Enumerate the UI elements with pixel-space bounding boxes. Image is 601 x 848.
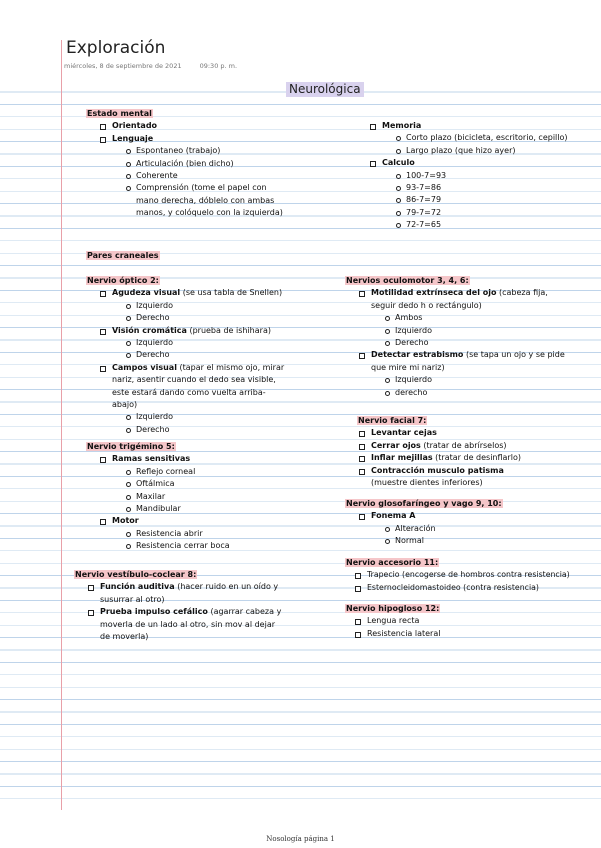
nervio-glosofaringeo-section xyxy=(345,498,575,548)
ramas-label: Ramas sensitivas xyxy=(112,454,191,464)
nervio-accesorio-list xyxy=(353,569,597,594)
nervio-vestibulo-title: Nervio vestíbulo-coclear 8: xyxy=(75,570,197,579)
ramas-item xyxy=(98,453,286,515)
lenguaje-item xyxy=(98,133,286,220)
list-item: Izquierdo xyxy=(124,411,286,423)
list-item: 79-7=72 xyxy=(394,207,593,219)
nervio-facial-title: Nervio facial 7: xyxy=(358,416,427,425)
list-item: Izquierdo xyxy=(124,300,286,312)
cejas-item: Levantar cejas xyxy=(357,427,577,439)
nervio-facial-list xyxy=(357,427,577,489)
motor-list xyxy=(124,528,286,553)
nervio-vestibulo-list xyxy=(86,581,284,643)
campos-list xyxy=(124,411,286,436)
nervio-oculomotor-title: Nervios oculomotor 3, 4, 6: xyxy=(346,276,469,285)
pares-craneales-heading xyxy=(86,250,160,262)
list-item: Largo plazo (que hizo ayer) xyxy=(394,145,593,157)
nervio-hipogloso-section xyxy=(345,603,575,640)
memoria-calculo-list xyxy=(368,120,593,232)
nervio-hipogloso-list xyxy=(353,615,575,640)
platisma-text: (muestre dientes inferiores) xyxy=(371,478,483,488)
agudeza-item xyxy=(98,287,286,324)
list-item: Ambos xyxy=(383,312,570,324)
nervio-trigemino-list xyxy=(98,453,286,552)
nervio-oculomotor-section xyxy=(345,275,570,399)
list-item: Derecho xyxy=(383,337,570,349)
ojos-label: Cerrar ojos xyxy=(371,440,421,450)
list-item: Resistencia abrir xyxy=(124,528,286,540)
list-item: Resistencia lateral xyxy=(353,628,575,640)
list-item: Normal xyxy=(383,535,575,547)
list-item: Derecho xyxy=(124,312,286,324)
list-item: Resistencia cerrar boca xyxy=(124,540,286,552)
fonema-list xyxy=(383,523,575,548)
list-item: 93-7=86 xyxy=(394,182,593,194)
nervio-trigemino-section xyxy=(86,441,286,553)
vision-label: Visión cromática xyxy=(112,325,187,335)
calculo-item xyxy=(368,157,593,231)
vision-text: (prueba de ishihara) xyxy=(186,325,271,335)
page-date: miércoles, 8 de septiembre de 2021 xyxy=(64,62,182,70)
memoria-list xyxy=(394,132,593,157)
vision-list xyxy=(124,337,286,362)
nervio-optico-list xyxy=(98,287,286,436)
orientado-item: Orientado xyxy=(98,120,286,132)
estrabismo-text: (se tapa un ojo y se pide que mire mi nariz) xyxy=(371,350,565,372)
estrabismo-item xyxy=(357,349,570,399)
nervio-oculomotor-list xyxy=(357,287,570,399)
calculo-list xyxy=(394,170,593,232)
nervio-facial-section xyxy=(357,415,577,489)
motor-label: Motor xyxy=(112,516,139,526)
nervio-accesorio-section xyxy=(345,557,597,594)
page-footer: Nosología página 1 xyxy=(266,835,335,843)
estado-mental-section xyxy=(86,108,286,220)
motilidad-item xyxy=(357,287,570,349)
nervio-accesorio-title: Nervio accesorio 11: xyxy=(346,558,439,567)
memoria-item xyxy=(368,120,593,157)
funcion-item xyxy=(86,581,284,606)
list-item: Espontaneo (trabajo) xyxy=(124,145,284,157)
list-item: 72-7=65 xyxy=(394,219,593,231)
list-item: Derecho xyxy=(124,349,286,361)
list-item: derecho xyxy=(383,387,570,399)
ojos-item xyxy=(357,440,577,452)
page-time: 09:30 p. m. xyxy=(199,62,238,70)
ojos-text: (tratar de abrírselos) xyxy=(420,440,507,450)
estrabismo-list xyxy=(383,374,570,399)
campos-label: Campos visual xyxy=(112,362,177,372)
prueba-label: Prueba impulso cefálico xyxy=(100,607,208,617)
list-item: Corto plazo (bicicleta, escritorio, cepillo) xyxy=(394,132,593,144)
list-item: Alteración xyxy=(383,523,575,535)
agudeza-label: Agudeza visual xyxy=(112,288,181,298)
nervio-trigemino-title: Nervio trigémino 5: xyxy=(87,442,175,451)
ramas-list xyxy=(124,466,286,516)
list-item: 100-7=93 xyxy=(394,170,593,182)
estrabismo-label: Detectar estrabismo xyxy=(371,350,464,360)
list-item: Articulación (bien dicho) xyxy=(124,158,284,170)
motor-item xyxy=(98,515,286,552)
estado-mental-list xyxy=(98,120,286,219)
list-item: Izquierdo xyxy=(124,337,286,349)
page-title: Exploración xyxy=(66,38,166,58)
vision-item xyxy=(98,325,286,362)
list-item: Izquierdo xyxy=(383,325,570,337)
calculo-label: Calculo xyxy=(382,158,415,168)
mejillas-label: Inflar mejillas xyxy=(371,453,433,463)
list-item: Izquierdo xyxy=(383,374,570,386)
mejillas-text: (tratar de desinflarlo) xyxy=(432,453,521,463)
list-item: Lengua recta xyxy=(353,615,575,627)
nervio-glosofaringeo-title: Nervio glosofaríngeo y vago 9, 10: xyxy=(346,499,502,508)
estado-mental-title: Estado mental xyxy=(87,109,152,118)
list-item: Coherente xyxy=(124,170,284,182)
agudeza-text: (se usa tabla de Snellen) xyxy=(180,288,283,298)
list-item: Comprensión (tome el papel con mano derecha, dóblelo con ambas manos, y colóquelo con la izquierda) xyxy=(124,182,284,219)
list-item: 86-7=79 xyxy=(394,194,593,206)
memoria-calculo-section xyxy=(368,120,593,232)
campos-text: (tapar el mismo ojo, mirar nariz, asentir cuando el dedo sea visible, este estará dando como vuelta arriba-abajo) xyxy=(112,362,285,410)
list-item: Derecho xyxy=(124,424,286,436)
motilidad-label: Motilidad extrínseca del ojo xyxy=(371,288,497,298)
margin-line xyxy=(61,40,62,810)
list-item: Trapecio (encogerse de hombros contra resistencia) xyxy=(353,569,597,581)
platisma-label: Contracción musculo patisma xyxy=(371,465,504,475)
fonema-item xyxy=(357,510,575,547)
section-heading: Neurológica xyxy=(286,82,364,97)
nervio-hipogloso-title: Nervio hipogloso 12: xyxy=(346,604,440,613)
lenguaje-label: Lenguaje xyxy=(112,133,154,143)
nervio-vestibulo-section xyxy=(74,569,284,643)
nervio-glosofaringeo-list xyxy=(357,510,575,547)
agudeza-list xyxy=(124,300,286,325)
prueba-item xyxy=(86,606,284,643)
list-item: Esternocleidomastoideo (contra resistencia) xyxy=(353,582,597,594)
list-item: Oftálmica xyxy=(124,478,286,490)
mejillas-item xyxy=(357,452,577,464)
pares-craneales-title: Pares craneales xyxy=(87,251,159,260)
list-item: Maxilar xyxy=(124,491,286,503)
fonema-label: Fonema A xyxy=(371,511,416,521)
page-meta xyxy=(64,62,237,70)
memoria-label: Memoria xyxy=(382,121,422,130)
motilidad-text: (cabeza fija, seguir dedo h o rectángulo) xyxy=(371,288,548,310)
motilidad-list xyxy=(383,312,570,349)
nervio-optico-title: Nervio óptico 2: xyxy=(87,276,159,285)
funcion-text: (hacer ruido en un oído y susurrar al otro) xyxy=(100,582,279,604)
list-item: Mandibular xyxy=(124,503,286,515)
lenguaje-list xyxy=(124,145,284,219)
nervio-optico-section xyxy=(86,275,286,436)
platisma-item xyxy=(357,465,577,490)
prueba-text: (agarrar cabeza y moverla de un lado al otro, sin mov al dejar de moverla) xyxy=(100,607,282,642)
funcion-label: Función auditiva xyxy=(100,582,175,592)
campos-item xyxy=(98,362,286,436)
list-item: Reflejo corneal xyxy=(124,466,286,478)
